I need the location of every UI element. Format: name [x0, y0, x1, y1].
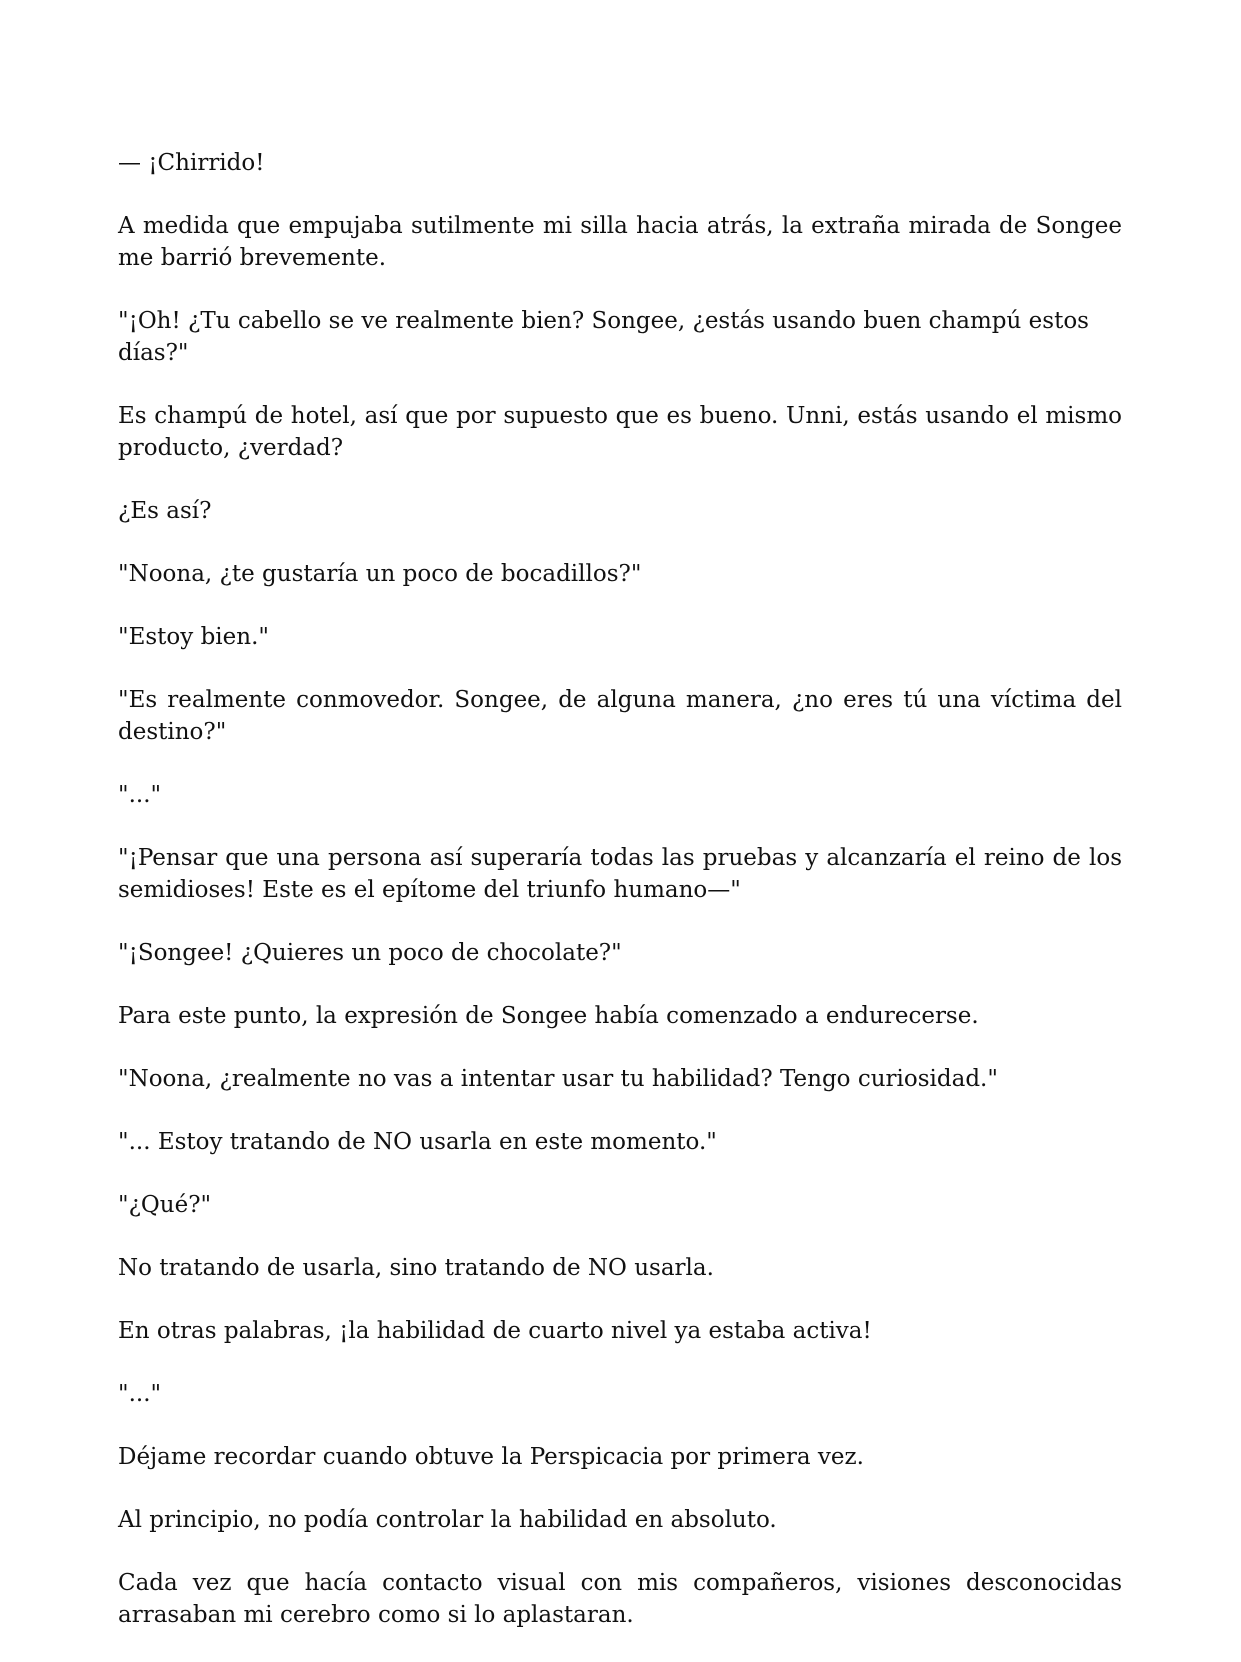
document-body: [118, 147, 1122, 1662]
paragraph: A medida que empujaba sutilmente mi silla hacia atrás, la extraña mirada de Songee me barrió brevemente.: [118, 213, 1122, 271]
paragraph: Cada vez que hacía contacto visual con mis compañeros, visiones desconocidas arrasaban mi cerebro como si lo aplastaran.: [118, 1570, 1122, 1628]
paragraph: Al principio, no podía controlar la habilidad en absoluto.: [118, 1507, 777, 1533]
paragraph: "... Estoy tratando de NO usarla en este momento.": [118, 1129, 717, 1155]
paragraph: "Estoy bien.": [118, 624, 269, 650]
paragraph: ¿Es así?: [118, 498, 212, 524]
paragraph: En otras palabras, ¡la habilidad de cuarto nivel ya estaba activa!: [118, 1318, 872, 1344]
paragraph: "¡Oh! ¿Tu cabello se ve realmente bien? Songee, ¿estás usando buen champú estos días?": [118, 308, 1089, 366]
paragraph: "Noona, ¿te gustaría un poco de bocadillos?": [118, 561, 642, 587]
paragraph: Déjame recordar cuando obtuve la Perspicacia por primera vez.: [118, 1444, 864, 1470]
paragraph: "¡Pensar que una persona así superaría todas las pruebas y alcanzaría el reino de los semidioses! Este es el epítome del triunfo humano—": [118, 845, 1122, 903]
paragraph: "...": [118, 1381, 162, 1407]
paragraph: Para este punto, la expresión de Songee había comenzado a endurecerse.: [118, 1003, 979, 1029]
paragraph: No tratando de usarla, sino tratando de NO usarla.: [118, 1255, 714, 1281]
paragraph: — ¡Chirrido!: [118, 150, 265, 176]
paragraph: "¿Qué?": [118, 1192, 212, 1218]
paragraph: Es champú de hotel, así que por supuesto que es bueno. Unni, estás usando el mismo producto, ¿verdad?: [118, 403, 1122, 461]
paragraph: "¡Songee! ¿Quieres un poco de chocolate?": [118, 940, 622, 966]
paragraph: "Es realmente conmovedor. Songee, de alguna manera, ¿no eres tú una víctima del destino?": [118, 687, 1122, 745]
paragraph: "Noona, ¿realmente no vas a intentar usar tu habilidad? Tengo curiosidad.": [118, 1066, 998, 1092]
paragraph: "...": [118, 782, 162, 808]
